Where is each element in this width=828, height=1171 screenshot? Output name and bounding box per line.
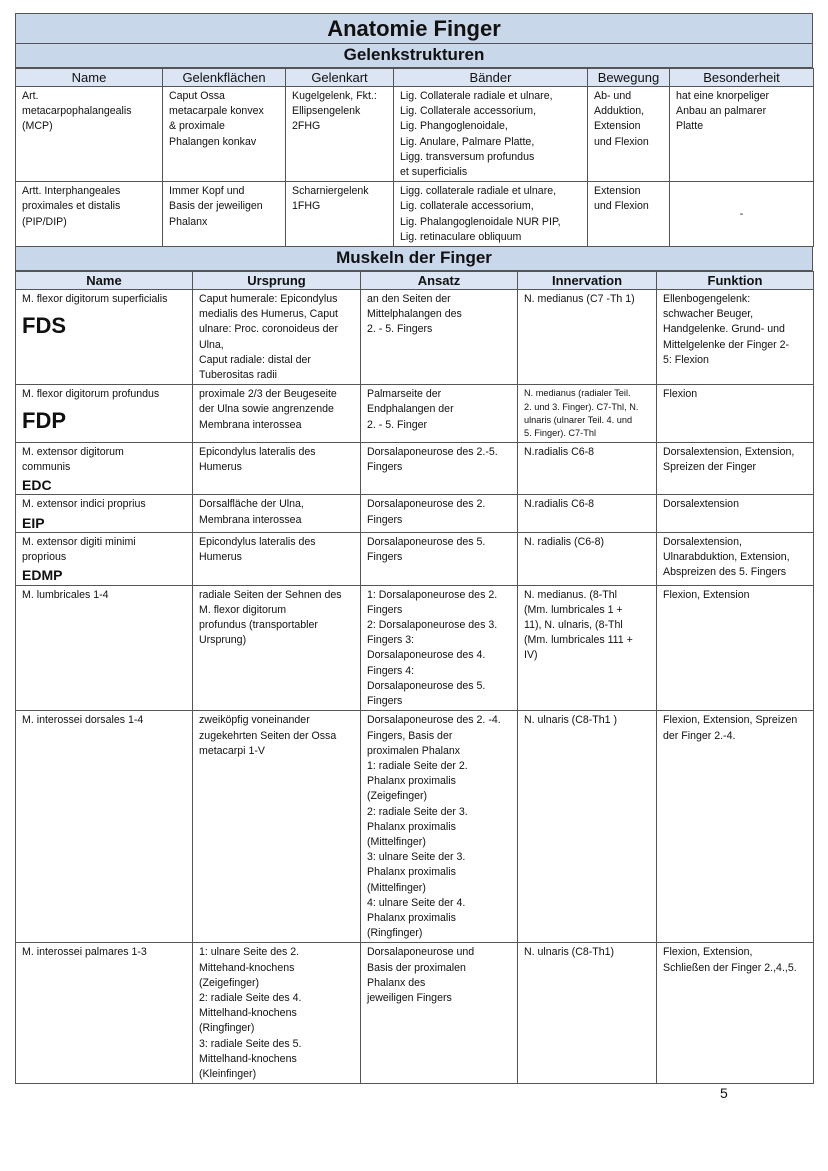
joint-type: Kugelgelenk, Fkt.: Ellipsengelenk 2FHG (286, 87, 394, 182)
muscles-header-row (16, 272, 814, 290)
muscle-name: M. lumbricales 1-4 (16, 585, 193, 711)
muscle-name: M. extensor digiti minimi proprious (22, 535, 136, 563)
muscle-insertion: Dorsalaponeurose und Basis der proximalen Phalanx des jeweiligen Fingers (361, 943, 518, 1084)
header-special: Besonderheit (670, 69, 814, 87)
muscle-insertion: Dorsalaponeurose des 2. -4. Fingers, Basis der proximalen Phalanx 1: radiale Seite der 2. Phalanx proximalis (Zeigefinger) 2: radiale Seite der 3. Phalanx proximalis (Mittelfinger) 3: ulnare Seite der 3. Phalanx proximalis (Mittelfinger) 4: ulnare Seite der 4. Phalanx proximalis (Ringfinger) (361, 711, 518, 943)
muscle-origin: zweiköpfig voneinander zugekehrten Seiten der Ossa metacarpi 1-V (193, 711, 361, 943)
muscle-abbreviation: FDS (22, 313, 66, 339)
page-title: Anatomie Finger (15, 13, 813, 44)
header-function: Funktion (657, 272, 814, 290)
muscle-name-cell (16, 290, 193, 385)
muscle-abbreviation: EIP (22, 514, 45, 531)
muscle-innervation: N.radialis C6-8 (518, 495, 657, 532)
joint-surfaces: Immer Kopf und Basis der jeweiligen Phalanx (163, 182, 286, 247)
muscle-origin: proximale 2/3 der Beugeseite der Ulna sowie angrenzende Membrana interossea (193, 385, 361, 443)
muscle-innervation: N. ulnaris (C8-Th1 ) (518, 711, 657, 943)
muscle-innervation: N.radialis C6-8 (518, 442, 657, 495)
joint-movement: Extension und Flexion (588, 182, 670, 247)
joint-surfaces: Caput Ossa metacarpale konvex & proximale Phalangen konkav (163, 87, 286, 182)
joint-name: Artt. Interphangeales proximales et distalis (PIP/DIP) (16, 182, 163, 247)
muscle-insertion: Palmarseite der Endphalangen der 2. - 5. Finger (361, 385, 518, 443)
muscle-innervation: N. ulnaris (C8-Th1) (518, 943, 657, 1084)
muscle-function: Ellenbogengelenk: schwacher Beuger, Handgelenke. Grund- und Mittelgelenke der Finger 2- 5: Flexion (657, 290, 814, 385)
joint-special: - (670, 182, 814, 247)
muscle-function: Flexion, Extension (657, 585, 814, 711)
muscle-function: Flexion, Extension, Spreizen der Finger 2.-4. (657, 711, 814, 943)
muscle-name: M. interossei dorsales 1-4 (16, 711, 193, 943)
joint-ligaments: Lig. Collaterale radiale et ulnare, Lig. Collaterale accessorium, Lig. Phangoglenoidale, Lig. Anulare, Palmare Platte, Ligg. transversum profundus et superficialis (394, 87, 588, 182)
muscle-abbreviation: EDC (22, 477, 52, 494)
muscle-insertion: Dorsalaponeurose des 2.-5. Fingers (361, 442, 518, 495)
joint-row-pip-dip (16, 182, 814, 247)
muscle-name: M. extensor indici proprius (22, 498, 146, 511)
joint-name: Art. metacarpophalangealis (MCP) (16, 87, 163, 182)
muscle-function: Dorsalextension, Ulnarabduktion, Extension, Abspreizen des 5. Fingers (657, 532, 814, 585)
muscle-abbreviation: FDP (22, 408, 66, 434)
muscles-section-title: Muskeln der Finger (15, 247, 813, 271)
header-insertion: Ansatz (361, 272, 518, 290)
muscle-innervation: N. medianus (radialer Teil. 2. und 3. Finger). C7-Thl, N. ulnaris (ulnarer Teil. 4. und 5. Finger). C7-Thl (518, 385, 657, 443)
muscle-function: Flexion (657, 385, 814, 443)
muscle-name-cell (16, 385, 193, 443)
joint-movement: Ab- und Adduktion, Extension und Flexion (588, 87, 670, 182)
joint-row-mcp (16, 87, 814, 182)
muscle-function: Flexion, Extension, Schließen der Finger 2.,4.,5. (657, 943, 814, 1084)
muscle-name: M. flexor digitorum profundus (22, 388, 160, 401)
muscle-innervation: N. medianus. (8-Thl (Mm. lumbricales 1 + 11), N. ulnaris, (8-Thl (Mm. lumbricales 111 + IV) (518, 585, 657, 711)
muscle-innervation: N. medianus (C7 -Th 1) (518, 290, 657, 385)
muscle-row-eip (16, 495, 814, 532)
muscle-name-cell (16, 532, 193, 585)
header-origin: Ursprung (193, 272, 361, 290)
page-number: 5 (720, 1085, 728, 1101)
muscle-origin: radiale Seiten der Sehnen des M. flexor digitorum profundus (transportabler Ursprung) (193, 585, 361, 711)
muscle-name-cell (16, 495, 193, 532)
muscle-row-interossei-palmares (16, 943, 814, 1084)
muscles-table (15, 271, 814, 1084)
muscle-row-fds (16, 290, 814, 385)
header-joint-type: Gelenkart (286, 69, 394, 87)
header-movement: Bewegung (588, 69, 670, 87)
muscle-row-lumbricales (16, 585, 814, 711)
joint-type: Scharniergelenk 1FHG (286, 182, 394, 247)
joint-ligaments: Ligg. collaterale radiale et ulnare, Lig. collaterale accessorium, Lig. Phalangoglenoidale NUR PIP, Lig. retinaculare obliquum (394, 182, 588, 247)
document-page (15, 13, 813, 1084)
muscle-row-fdp (16, 385, 814, 443)
muscle-name-cell (16, 442, 193, 495)
muscle-name: M. flexor digitorum superficialis (22, 293, 168, 306)
muscle-insertion: Dorsalaponeurose des 5. Fingers (361, 532, 518, 585)
muscle-name: M. interossei palmares 1-3 (16, 943, 193, 1084)
muscle-origin: Epicondylus lateralis des Humerus (193, 532, 361, 585)
header-innervation: Innervation (518, 272, 657, 290)
muscle-origin: 1: ulnare Seite des 2. Mittehand-knochens (Zeigefinger) 2: radiale Seite des 4. Mittelhand-knochens (Ringfinger) 3: radiale Seite des 5. Mittelhand-knochens (Kleinfinger) (193, 943, 361, 1084)
header-name: Name (16, 69, 163, 87)
joints-section-title: Gelenkstrukturen (15, 44, 813, 68)
muscle-row-edmp (16, 532, 814, 585)
muscle-row-interossei-dorsales (16, 711, 814, 943)
muscle-row-edc (16, 442, 814, 495)
muscle-origin: Dorsalfläche der Ulna, Membrana interossea (193, 495, 361, 532)
muscle-origin: Caput humerale: Epicondylus medialis des Humerus, Caput ulnare: Proc. coronoideus der Ulna, Caput radiale: distal der Tuberositas radii (193, 290, 361, 385)
muscle-insertion: an den Seiten der Mittelphalangen des 2. - 5. Fingers (361, 290, 518, 385)
header-name: Name (16, 272, 193, 290)
muscle-innervation: N. radialis (C6-8) (518, 532, 657, 585)
muscle-abbreviation: EDMP (22, 567, 63, 584)
joints-table (15, 68, 814, 247)
header-ligaments: Bänder (394, 69, 588, 87)
muscle-insertion: 1: Dorsalaponeurose des 2. Fingers 2: Dorsalaponeurose des 3. Fingers 3: Dorsalaponeurose des 4. Fingers 4: Dorsalaponeurose des 5. Fingers (361, 585, 518, 711)
joint-special: hat eine knorpeliger Anbau an palmarer Platte (670, 87, 814, 182)
muscle-name: M. extensor digitorum communis (22, 445, 124, 474)
muscle-insertion: Dorsalaponeurose des 2. Fingers (361, 495, 518, 532)
muscle-function: Dorsalextension, Extension, Spreizen der Finger (657, 442, 814, 495)
joints-header-row (16, 69, 814, 87)
muscle-function: Dorsalextension (657, 495, 814, 532)
header-surfaces: Gelenkflächen (163, 69, 286, 87)
muscle-origin: Epicondylus lateralis des Humerus (193, 442, 361, 495)
